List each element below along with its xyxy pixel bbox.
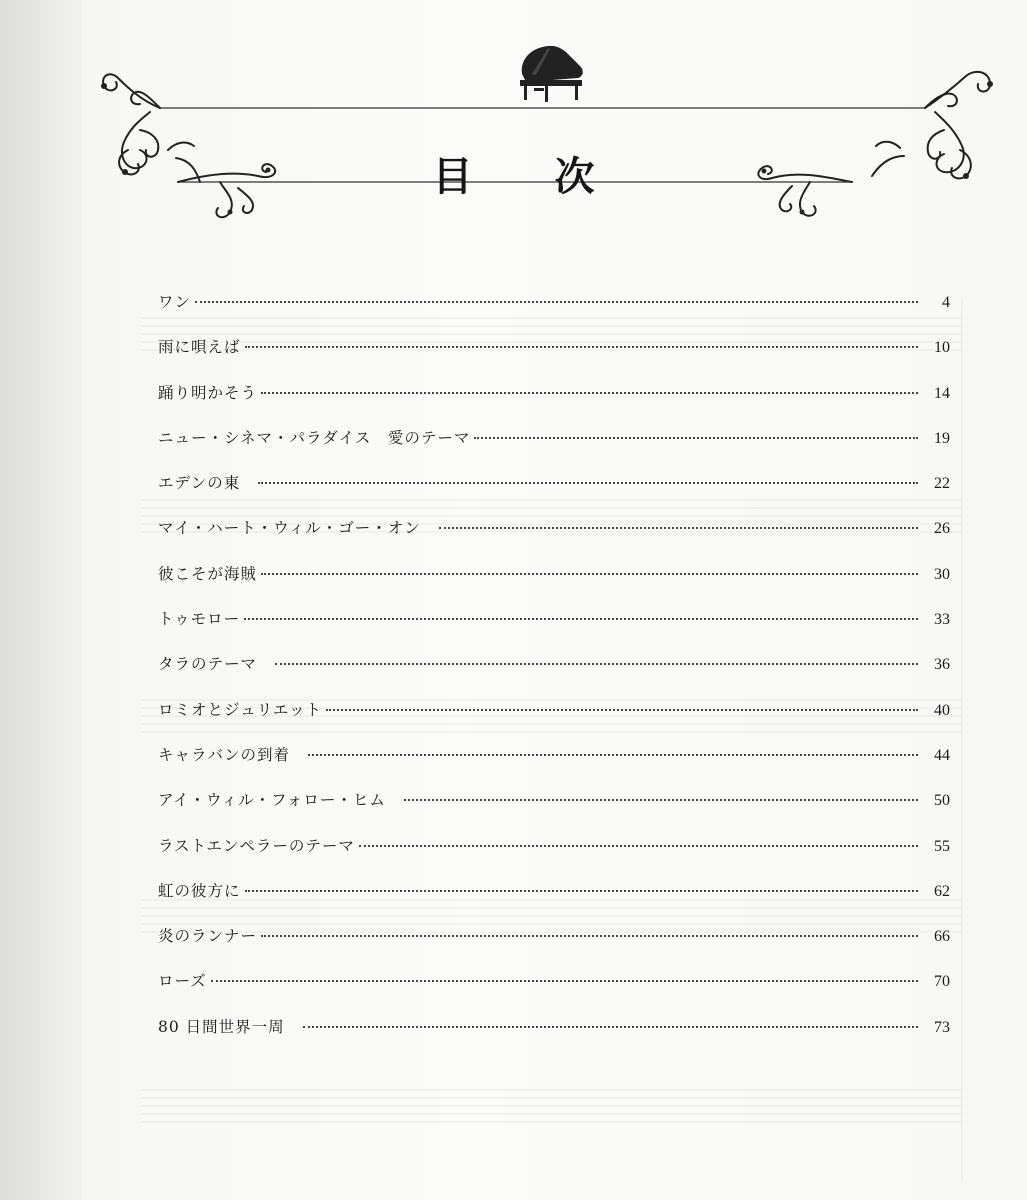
toc-entry-title: ロミオとジュリエット (158, 700, 323, 719)
toc-entry-page: 50 (934, 792, 950, 810)
toc-entry-title: 80 日間世界一周 (158, 1017, 285, 1036)
toc-entry[interactable] (158, 607, 950, 652)
toc-entry-title: 踊り明かそう (158, 383, 258, 402)
toc-entry-page: 44 (934, 746, 950, 764)
toc-entry-title: ニュー・シネマ・パラダイス 愛のテーマ (158, 428, 471, 447)
toc-entry[interactable] (158, 335, 950, 380)
toc-entry-title: トゥモロー (158, 610, 241, 629)
toc-entry-page: 30 (934, 565, 950, 583)
dot-leader (244, 618, 918, 620)
toc-entry[interactable] (158, 924, 950, 969)
toc-entry-page: 33 (934, 611, 950, 629)
toc-entry-page: 4 (942, 294, 950, 311)
toc-entry-page: 19 (934, 429, 950, 447)
toc-entry-title: ローズ (158, 972, 207, 991)
dot-leader (195, 301, 918, 303)
toc-entry-title: キャラバンの到着 (158, 745, 291, 764)
toc-entry-page: 55 (934, 837, 950, 855)
toc-entry[interactable] (158, 1015, 950, 1060)
toc-entry-title: 虹の彼方に (158, 881, 241, 900)
toc-entry-page: 26 (934, 520, 950, 538)
page-title: 目 次 (432, 152, 629, 200)
toc-entry-page: 14 (934, 384, 950, 402)
dot-leader (404, 799, 918, 801)
toc-entry-page: 62 (934, 882, 950, 900)
toc-entry-page: 66 (934, 928, 950, 946)
toc-entry[interactable] (158, 290, 950, 335)
dot-leader (261, 392, 918, 394)
dot-leader (359, 845, 918, 847)
toc-entry-page: 40 (934, 701, 950, 719)
toc-entry-title: マイ・ハート・ウィル・ゴー・オン (158, 519, 421, 538)
toc-entry[interactable] (158, 834, 950, 879)
grand-piano-icon (520, 46, 583, 102)
dot-leader (439, 527, 918, 529)
toc-entry-page: 73 (934, 1018, 950, 1036)
dot-leader (245, 346, 918, 348)
toc-entry-title: 彼こそが海賊 (158, 564, 258, 583)
table-of-contents (158, 290, 950, 1060)
toc-entry-page: 70 (934, 973, 950, 991)
toc-entry[interactable] (158, 562, 950, 607)
toc-entry[interactable] (158, 381, 950, 426)
toc-entry[interactable] (158, 879, 950, 924)
toc-entry-page: 10 (934, 339, 950, 357)
dot-leader (261, 573, 918, 575)
dot-leader (261, 935, 918, 937)
toc-entry[interactable] (158, 516, 950, 561)
toc-entry[interactable] (158, 969, 950, 1014)
toc-entry-title: 雨に唄えば (158, 338, 241, 357)
toc-entry-title: タラのテーマ (158, 655, 258, 674)
dot-leader (308, 754, 918, 756)
toc-entry-title: 炎のランナー (158, 927, 258, 946)
toc-entry[interactable] (158, 788, 950, 833)
dot-leader (326, 709, 918, 711)
dot-leader (258, 482, 918, 484)
dot-leader (275, 663, 918, 665)
toc-entry-page: 36 (934, 656, 950, 674)
dot-leader (303, 1026, 918, 1028)
toc-entry[interactable] (158, 652, 950, 697)
toc-entry-title: エデンの東 (158, 474, 241, 493)
dot-leader (211, 980, 918, 982)
toc-entry-title: ワン (158, 293, 192, 311)
toc-entry-page: 22 (934, 475, 950, 493)
toc-entry[interactable] (158, 698, 950, 743)
toc-entry-title: アイ・ウィル・フォロー・ヒム (158, 791, 386, 810)
toc-entry[interactable] (158, 471, 950, 516)
toc-entry[interactable] (158, 426, 950, 471)
toc-entry[interactable] (158, 743, 950, 788)
dot-leader (245, 890, 918, 892)
dot-leader (474, 437, 918, 439)
toc-entry-title: ラストエンペラーのテーマ (158, 836, 355, 855)
